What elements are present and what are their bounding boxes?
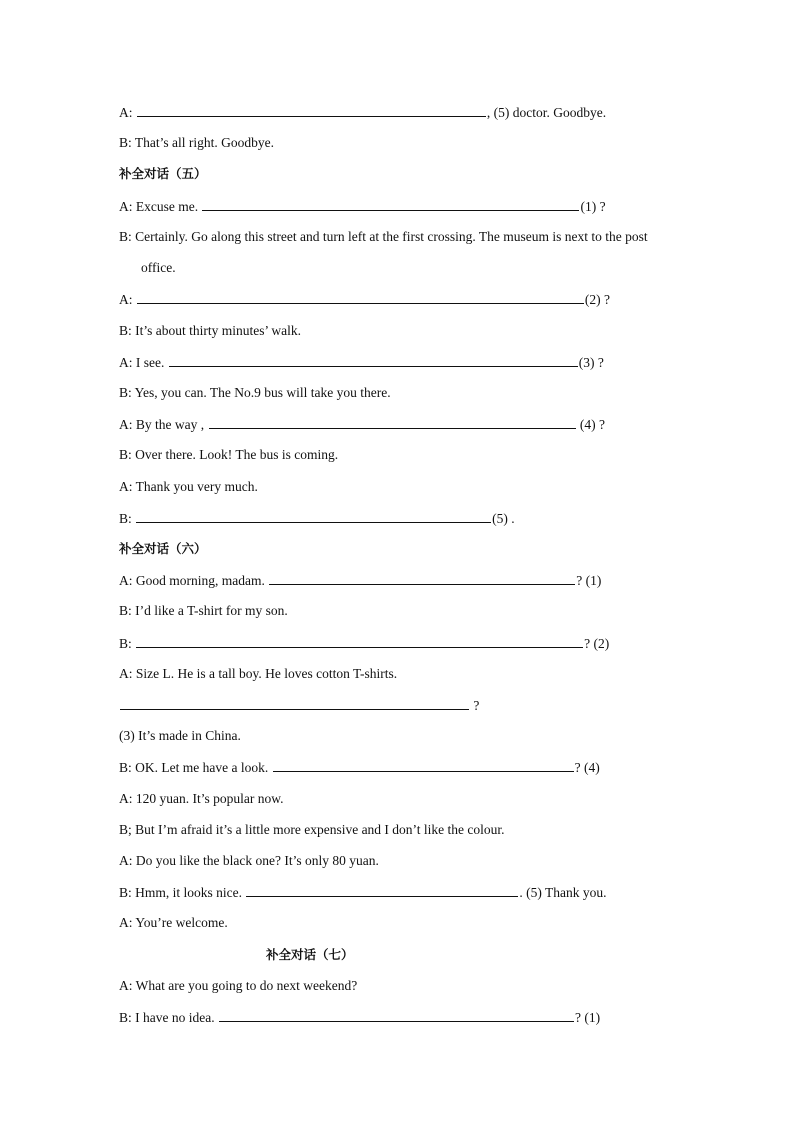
- line-suffix: ? (1): [574, 1010, 601, 1025]
- dialogue-line: A: What are you going to do next weekend?: [119, 978, 358, 993]
- dialogue-line: A: You’re welcome.: [119, 915, 228, 930]
- answer-blank[interactable]: [273, 759, 574, 772]
- line-suffix: ?: [470, 698, 480, 713]
- dialogue-line: B: Yes, you can. The No.9 bus will take you there.: [119, 385, 391, 400]
- dialogue-line: B; But I’m afraid it’s a little more expensive and I don’t like the colour.: [119, 822, 505, 837]
- dialogue-line-blank-4: [119, 416, 605, 433]
- line-prefix: B:: [119, 511, 136, 526]
- dialogue-line: B: Certainly. Go along this street and turn left at the first crossing. The museum is next to the post: [119, 229, 648, 244]
- line-prefix: B: I have no idea.: [119, 1010, 218, 1025]
- dialogue-line: B: It’s about thirty minutes’ walk.: [119, 323, 301, 338]
- dialogue-line: (3) It’s made in China.: [119, 728, 241, 743]
- line-suffix: . (5) Thank you.: [519, 885, 607, 900]
- line-prefix: B: OK. Let me have a look.: [119, 760, 272, 775]
- line-suffix: (4) ?: [576, 417, 605, 432]
- dialogue-line-blank-1: [119, 572, 601, 589]
- line-suffix: ? (4): [574, 760, 600, 775]
- dialogue-line-blank-3: [119, 697, 479, 714]
- dialogue-line-blank-5: [119, 510, 515, 527]
- dialogue-line-blank-1: [119, 198, 606, 215]
- line-suffix: , (5) doctor. Goodbye.: [486, 105, 607, 120]
- line-suffix: ? (1): [576, 573, 602, 588]
- line-prefix: A:: [119, 105, 136, 120]
- line-suffix: (5) .: [492, 511, 515, 526]
- answer-blank[interactable]: [137, 104, 486, 117]
- answer-blank[interactable]: [137, 291, 584, 304]
- dialogue-line-blank-4: [119, 759, 600, 776]
- line-prefix: B:: [119, 636, 136, 651]
- dialogue-line: A: 120 yuan. It’s popular now.: [119, 791, 284, 806]
- dialogue-line: B: Over there. Look! The bus is coming.: [119, 447, 339, 462]
- line-prefix: B: Hmm, it looks nice.: [119, 885, 246, 900]
- line-prefix: A: By the way ,: [119, 417, 208, 432]
- answer-blank[interactable]: [136, 635, 583, 648]
- answer-blank[interactable]: [269, 572, 575, 585]
- line-prefix: A: I see.: [119, 355, 168, 370]
- answer-blank[interactable]: [136, 510, 491, 523]
- line-suffix: (3) ?: [578, 355, 604, 370]
- line-prefix: A:: [119, 292, 136, 307]
- answer-blank[interactable]: [219, 1009, 574, 1022]
- answer-blank[interactable]: [120, 697, 469, 710]
- answer-blank[interactable]: [209, 416, 576, 429]
- dialogue-line: B: I’d like a T-shirt for my son.: [119, 603, 288, 618]
- line-suffix: (2) ?: [584, 292, 610, 307]
- line-prefix: A: Good morning, madam.: [119, 573, 269, 588]
- dialogue-line-blank-1: [119, 1009, 600, 1026]
- line-suffix: (1) ?: [580, 199, 606, 214]
- line-prefix: A: Excuse me.: [119, 199, 202, 214]
- line-suffix: ? (2): [584, 636, 610, 651]
- dialogue-line: A: Size L. He is a tall boy. He loves cotton T-shirts.: [119, 666, 398, 681]
- section-heading-5: 补全对话（五）: [119, 166, 207, 181]
- dialogue-line-continuation: office.: [141, 260, 176, 275]
- dialogue-line-a-answer-5: [119, 104, 606, 121]
- answer-blank[interactable]: [202, 198, 579, 211]
- section-heading-7: 补全对话（七）: [266, 947, 354, 962]
- dialogue-line: B: That’s all right. Goodbye.: [119, 135, 274, 150]
- dialogue-line-blank-5: [119, 884, 607, 901]
- section-heading-6: 补全对话（六）: [119, 541, 207, 556]
- dialogue-line-blank-2: [119, 291, 610, 308]
- answer-blank[interactable]: [169, 354, 578, 367]
- dialogue-line-blank-3: [119, 354, 604, 371]
- answer-blank[interactable]: [246, 884, 518, 897]
- dialogue-line: A: Thank you very much.: [119, 479, 258, 494]
- dialogue-line: A: Do you like the black one? It’s only 80 yuan.: [119, 853, 379, 868]
- dialogue-line-blank-2: [119, 635, 609, 652]
